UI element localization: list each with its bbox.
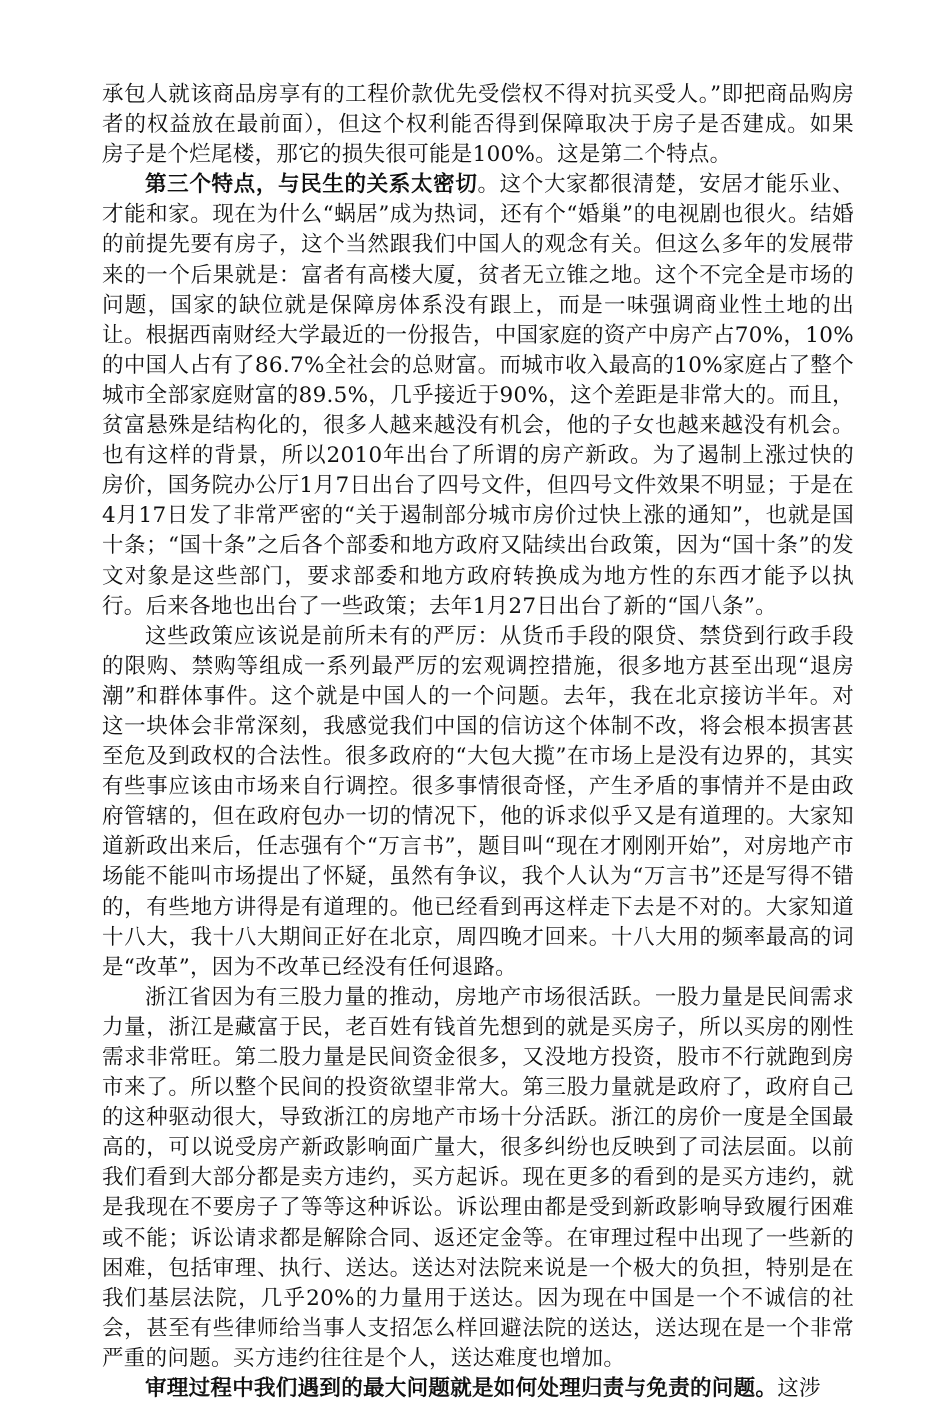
paragraph-2-lead: 第三个特点，与民生的关系太密切 <box>145 172 478 198</box>
paragraph-2 <box>102 170 854 621</box>
paragraph-2-text: 。这个大家都很清楚，安居才能乐业、才能和家。现在为什么“蜗居”成为热词，还有个“婚巢”的电视剧也很火。结婚的前提先要有房子，这个当然跟我们中国人的观念有关。但这么多年的发展带来的一个后果就是：富者有高楼大厦，贫者无立锥之地。这个不完全是市场的问题，国家的缺位就是保障房体系没有跟上，而是一味强调商业性土地的出让。根据西南财经大学最近的一份报告，中国家庭的资产中房产占70%，10%的中国人占有了86.7%全社会的总财富。而城市收入最高的10%家庭占了整个城市全部家庭财富的89.5%，几乎接近于90%，这个差距是非常大的。而且，贫富悬殊是结构化的，很多人越来越没有机会，他的子女也越来越没有机会。也有这样的背景，所以2010年出台了所谓的房产新政。为了遏制上涨过快的房价，国务院办公厅1月7日出台了四号文件，但四号文件效果不明显；于是在4月17日发了非常严密的“关于遏制部分城市房价过快上涨的通知”，也就是国十条；“国十条”之后各个部委和地方政府又陆续出台政策，因为“国十条”的发文对象是这些部门，要求部委和地方政府转换成为地方性的东西才能予以执行。后来各地也出台了一些政策；去年1月27日出台了新的“国八条”。 <box>102 172 854 619</box>
document-page <box>102 80 854 1404</box>
paragraph-5-lead: 审理过程中我们遇到的最大问题就是如何处理归责与免责的问题。 <box>145 1376 778 1402</box>
paragraph-1 <box>102 80 854 170</box>
paragraph-4-text: 浙江省因为有三股力量的推动，房地产市场很活跃。一股力量是民间需求力量，浙江是藏富于民，老百姓有钱首先想到的就是买房子，所以买房的刚性需求非常旺。第二股力量是民间资金很多，又没地方投资，股市不行就跑到房市来了。所以整个民间的投资欲望非常大。第三股力量就是政府了，政府自己的这种驱动很大，导致浙江的房地产市场十分活跃。浙江的房价一度是全国最高的，可以说受房产新政影响面广量大，很多纠纷也反映到了司法层面。以前我们看到大部分都是卖方违约，买方起诉。现在更多的看到的是买方违约，就是我现在不要房子了等等这种诉讼。诉讼理由都是受到新政影响导致履行困难或不能；诉讼请求都是解除合同、返还定金等。在审理过程中出现了一些新的困难，包括审理、执行、送达。送达对法院来说是一个极大的负担，特别是在我们基层法院，几乎20%的力量用于送达。因为现在中国是一个不诚信的社会，甚至有些律师给当事人支招怎么样回避法院的送达，送达现在是一个非常严重的问题。买方违约往往是个人，送达难度也增加。 <box>102 984 854 1371</box>
paragraph-4 <box>102 983 854 1374</box>
paragraph-1-text: 承包人就该商品房享有的工程价款优先受偿权不得对抗买受人。”即把商品购房者的权益放在最前面），但这个权利能否得到保障取决于房子是否建成。如果房子是个烂尾楼，那它的损失很可能是100%。这是第二个特点。 <box>102 82 854 168</box>
paragraph-3-text: 这些政策应该说是前所未有的严厉：从货币手段的限贷、禁贷到行政手段的限购、禁购等组成一系列最严厉的宏观调控措施，很多地方甚至出现“退房潮”和群体事件。这个就是中国人的一个问题。去年，我在北京接访半年。对这一块体会非常深刻，我感觉我们中国的信访这个体制不改，将会根本损害甚至危及到政权的合法性。很多政府的“大包大揽”在市场上是没有边界的，其实有些事应该由市场来自行调控。很多事情很奇怪，产生矛盾的事情并不是由政府管辖的，但在政府包办一切的情况下，他的诉求似乎又是有道理的。大家知道新政出来后，任志强有个“万言书”，题目叫“现在才刚刚开始”，对房地产市场能不能叫市场提出了怀疑，虽然有争议，我个人认为“万言书”还是写得不错的，有些地方讲得是有道理的。他已经看到再这样走下去是不对的。大家知道十八大，我十八大期间正好在北京，周四晚才回来。十八大用的频率最高的词是“改革”，因为不改革已经没有任何退路。 <box>102 623 854 980</box>
paragraph-5 <box>102 1374 854 1404</box>
paragraph-5-text: 这涉 <box>777 1376 821 1402</box>
paragraph-3 <box>102 622 854 983</box>
